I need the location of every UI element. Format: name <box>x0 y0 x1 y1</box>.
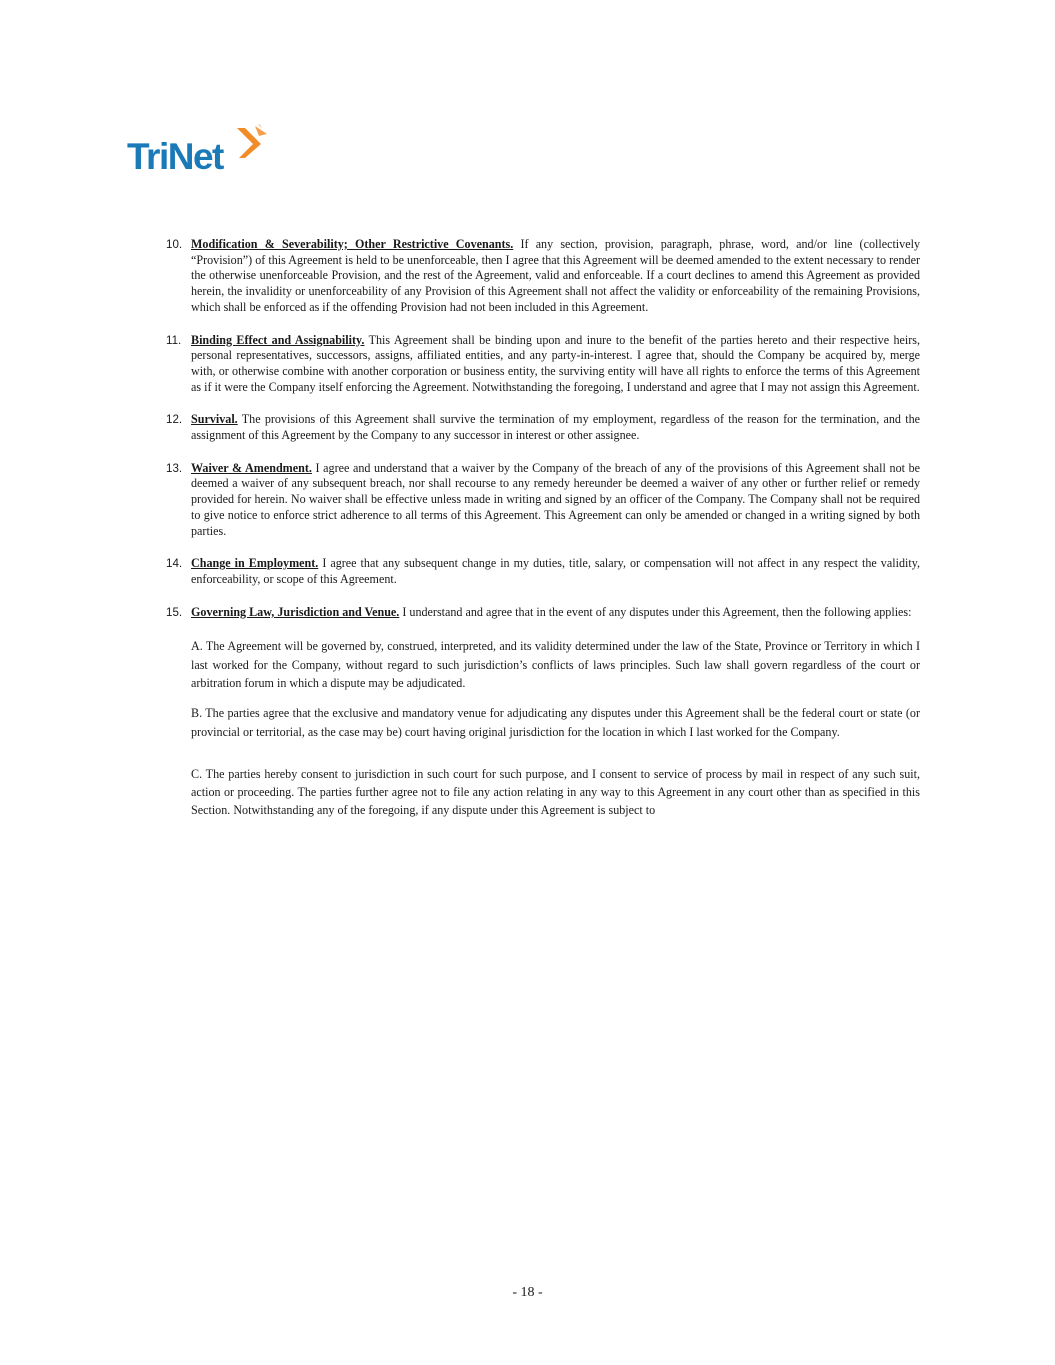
section-heading: Modification & Severability; Other Restrictive Covenants. <box>191 237 514 251</box>
section-body <box>191 556 920 587</box>
section-body <box>191 605 920 621</box>
section-number: 15. <box>166 605 183 619</box>
section-body <box>191 412 920 443</box>
section-number: 12. <box>166 413 183 427</box>
section-text: I agree and understand that a waiver by the Company of the breach of any of the provisions of this Agreement shall not be deemed a waiver of any subsequent breach, nor shall recourse to any remedy hereunder be deemed a waiver of any other or further relief or remedy provided for herein. No waiver shall be effective unless made in writing and signed by an officer of the Company. The Company shall not be required to give notice to enforce strict adherence to all terms of this Agreement. This Agreement can only be amended or changed in a writing signed by both parties. <box>191 460 921 538</box>
section-text: This Agreement shall be binding upon and inure to the benefit of the parties hereto and their respective heirs, personal representatives, successors, assigns, affiliated entities, and any party-in-interest. I agree that, should the Company be acquired by, merge with, or otherwise combine with another corporation or business entity, the surviving entity will have all rights to enforce the terms of this Agreement as if it were the Company itself enforcing the Agreement. Notwithstanding the foregoing, I understand and agree that I may not assign this Agreement. <box>191 332 920 394</box>
trinet-logo <box>127 124 277 184</box>
logo-arrow-icon <box>231 124 271 164</box>
section-heading: Governing Law, Jurisdiction and Venue. <box>191 604 400 619</box>
section-body <box>191 461 920 540</box>
section-number: 10. <box>166 238 183 251</box>
section-text: The provisions of this Agreement shall survive the termination of my employment, regardless of the reason for the termination, and the assignment of this Agreement by the Company to any successor in interest or other assignee. <box>191 412 920 443</box>
section-number: 14. <box>166 557 183 571</box>
section-heading: Binding Effect and Assignability. <box>191 332 365 347</box>
section-11 <box>166 333 920 396</box>
page-number: - 18 - <box>512 1285 543 1300</box>
section-15 <box>166 605 920 621</box>
section-14 <box>166 556 920 587</box>
agreement-content <box>166 237 920 832</box>
section-13 <box>166 461 920 540</box>
section-text: If any section, provision, paragraph, phrase, word, and/or line (collectively “Provision”) of this Agreement is held to be unenforceable, then I agree that this Agreement will be deemed amended to the extent necessary to render the otherwise unenforceable Provision, and the rest of the Agreement, valid and enforceable. If a court declines to amend this Agreement as provided herein, the invalidity or unenforceability of any Provision of this Agreement shall not affect the validity or enforceability of the remaining Provisions, which shall be enforced as if the offending Provision had not been included in this Agreement. <box>191 237 920 314</box>
section-10 <box>166 237 920 316</box>
section-body <box>191 333 920 396</box>
subsection-b: B. The parties agree that the exclusive and mandatory venue for adjudicating any disputes under this Agreement shall be the federal court or state (or provincial or territorial, as the case may be) court having original jurisdiction for the location in which I last worked for the Company. <box>191 706 920 739</box>
section-body <box>191 237 920 316</box>
subsection-c: C. The parties hereby consent to jurisdiction in such court for such purpose, and I consent to service of process by mail in respect of any such suit, action or proceeding. The parties further agree not to file any action relating in any way to this Agreement in any court other than as specified in this Section. Notwithstanding any of the foregoing, if any dispute under this Agreement is subject to <box>191 766 920 818</box>
section-heading: Waiver & Amendment. <box>191 460 312 475</box>
section-heading: Change in Employment. <box>191 556 319 571</box>
section-text: I agree that any subsequent change in my duties, title, salary, or compensation will not affect in any respect the validity, enforceability, or scope of this Agreement. <box>191 556 920 586</box>
logo-wordmark: TriNet <box>127 136 223 177</box>
subsection-a: A. The Agreement will be governed by, construed, interpreted, and its validity determined under the law of the State, Province or Territory in which I last worked for the Company, without regard to such jurisdiction’s conflicts of laws principles. Such law shall govern regardless of the court or arbitration forum in which a dispute may be adjudicated. <box>191 639 920 690</box>
section-number: 13. <box>166 461 183 475</box>
section-text: I understand and agree that in the event of any disputes under this Agreement, then the following applies: <box>399 604 912 619</box>
section-number: 11. <box>166 333 182 347</box>
section-12 <box>166 412 920 443</box>
section-heading: Survival. <box>191 412 238 427</box>
